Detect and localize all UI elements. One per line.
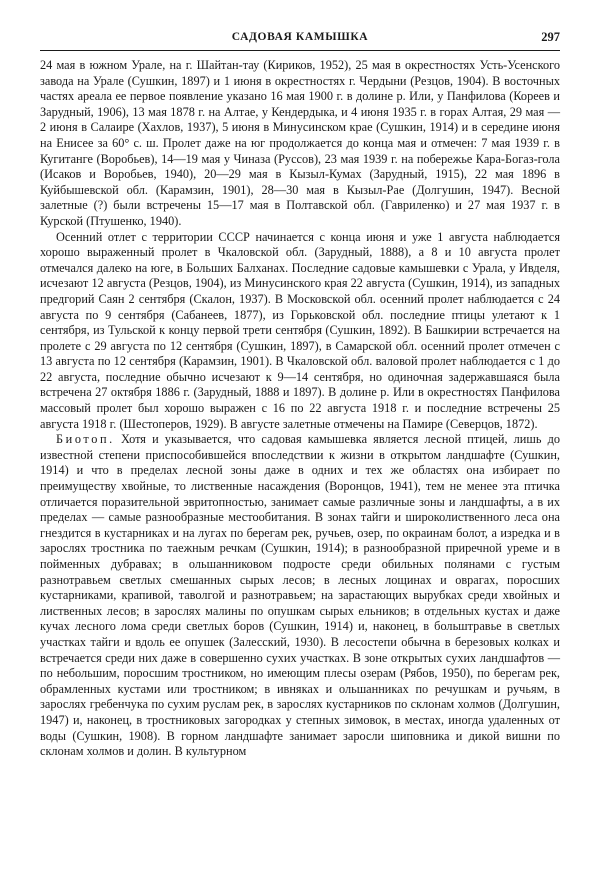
paragraph-autumn-departure: Осенний отлет с территории СССР начинается с конца июня и уже 1 августа наблюдается хорошо выраженный пролет в Чкаловской обл. (Зарудный, 1888), а 8 и 10 августа пролет отмечался далеко на юге, в Больших Балханах. Последние садовые камышевки с Урала, у Ивделя, исчезают 12 августа (Резцов, 1904), из Минусинского края 22 августа (Сушкин, 1914), из западных предгорий Саян 2 сентября (Скалон, 1937). В Московской обл. осенний пролет наблюдается с 24 августа по 9 сентября (Сабанеев, 1877), из Горьковской обл. последние птицы улетают к 1 сентября, из Тульской к концу первой трети сентября (Сушкин, 1892). В Башкирии встречается на пролете с 29 августа по 12 сентября (Сушкин, 1897), в Самарской обл. осенний пролет отмечен с 13 августа по 12 сентября (Карамзин, 1901). В Чкаловской обл. валовой пролет наблюдается с 1 до 22 августа, последние обычно исчезают к 9—14 сентября, но одиночная задержавшаяся была встречена 27 октября 1886 г. (Зарудный, 1888 и 1897). В долине р. Или в окрестностях Панфилова массовый пролет был хорошо выражен с 16 по 22 августа 1918 г. и последние встречены 25 августа 1918 г. (Шестоперов, 1929). В августе залетные отмечены на Памире (Северцов, 1872). [40,229,560,431]
paragraph-spring-migration: 24 мая в южном Урале, на г. Шайтан-тау (Кириков, 1952), 25 мая в окрестностях Усть-Усенского завода на Урале (Сушкин, 1897) и 1 июня в окрестностях г. Чердыни (Резцов, 1904). В восточных частях ареала ее первое появление указано 16 мая 1900 г. в долине р. Или, у Панфилова (Кореев и Зарудный, 1906), 13 мая 1878 г. на Алтае, у Кендердыка, и 4 июня 1935 г. в горах Алтая, 29 мая — 2 июня в Салаире (Хахлов, 1937), 5 июня в Минусинском крае (Сушкин, 1914) и в середине июня на Енисее за 60° с. ш. Пролет даже на юг продолжается до конца мая и отмечен: 7 мая 1939 г. в Кугитанге (Воробьев), 14—19 мая у Чиназа (Руссов), 23 мая 1939 г. на побережье Кара-Богаз-гола (Исаков и Воробьев, 1940), 20—29 мая в Кызыл-Кумах (Зарудный, 1915), 22 мая 1896 в Куйбышевской обл. (Карамзин, 1901), 28—30 мая в Кызыл-Рае (Долгушин, 1947). Весной залетные (?) были встречены 15—17 мая в Полтавской обл. (Гавриленко) и 27 мая 1937 г. в Курской (Птушенко, 1940). [40,58,560,228]
running-title: САДОВАЯ КАМЫШКА [231,31,369,43]
section-lead-biotope: Биотоп. [56,432,115,447]
paragraph-biotope [40,432,560,759]
running-header [40,28,560,51]
body-text [40,58,560,760]
paragraph-biotope-text: Хотя и указывается, что садовая камышевка является лесной птицей, лишь до известной степени приспособившейся впоследствии к жизни в открытом ландшафте (Сушкин, 1914) и что в пределах лесной зоны даже в одних и тех же областях она избирает по преимуществу хвойные, то лиственные насаждения (Воронцов, 1941), тем не менее эта птичка отличается поразительной эвритопностью, занимает самые различные зоны и ландшафты, а в их пределах — самые разнообразные местообитания. В зонах тайги и широколиственного леса она гнездится в кустарниках и на лугах по берегам рек, ручьев, озер, по окраинам болот, а изредка и в зарослях тростника по таежным речкам (Сушкин, 1914); в разнообразной приречной уреме и в пойменных дубравах; в ольшанниковом подросте среди обильных полянами с густым разнотравьем светлых смешанных сырых лесов; в лесных лощинах и оврагах, поросших кустарниками, крапивой, таволгой и разнотравьем; на зарастающих вырубках среди хвойных и лиственных лесов; в зарослях малины по опушкам сырых ельников; в отдельных кустах и даже кучах лесного лома среди светлых боров (Сушкин, 1914) и, наконец, в больштравье в светлых участках тайги и вдоль ее опушек (Залесский, 1930). В лесостепи обычна в березовых колках и встречается среди них даже в совершенно сухих участках. В зоне открытых сухих ландшафтов — по небольшим, поросшим тростником, но имеющим плесы озерам (Рябов, 1950), по берегам рек, обрамленных кустами или тростником; в ивняках и ольшанниках по речушкам и ручьям, в зарослях гребенчука по сухим руслам рек, в зарослях кустарников по склонам холмов (Долгушин, 1947) и, наконец, в тростниковых загородках у степных зимовок, в местах, иногда удаленных от воды (Сушкин, 1908). В горном ландшафте занимает заросли шиповника и дикой вишни по склонам холмов и долин. В культурном [40,432,560,759]
document-page [40,28,560,760]
page-number: 297 [541,30,560,44]
